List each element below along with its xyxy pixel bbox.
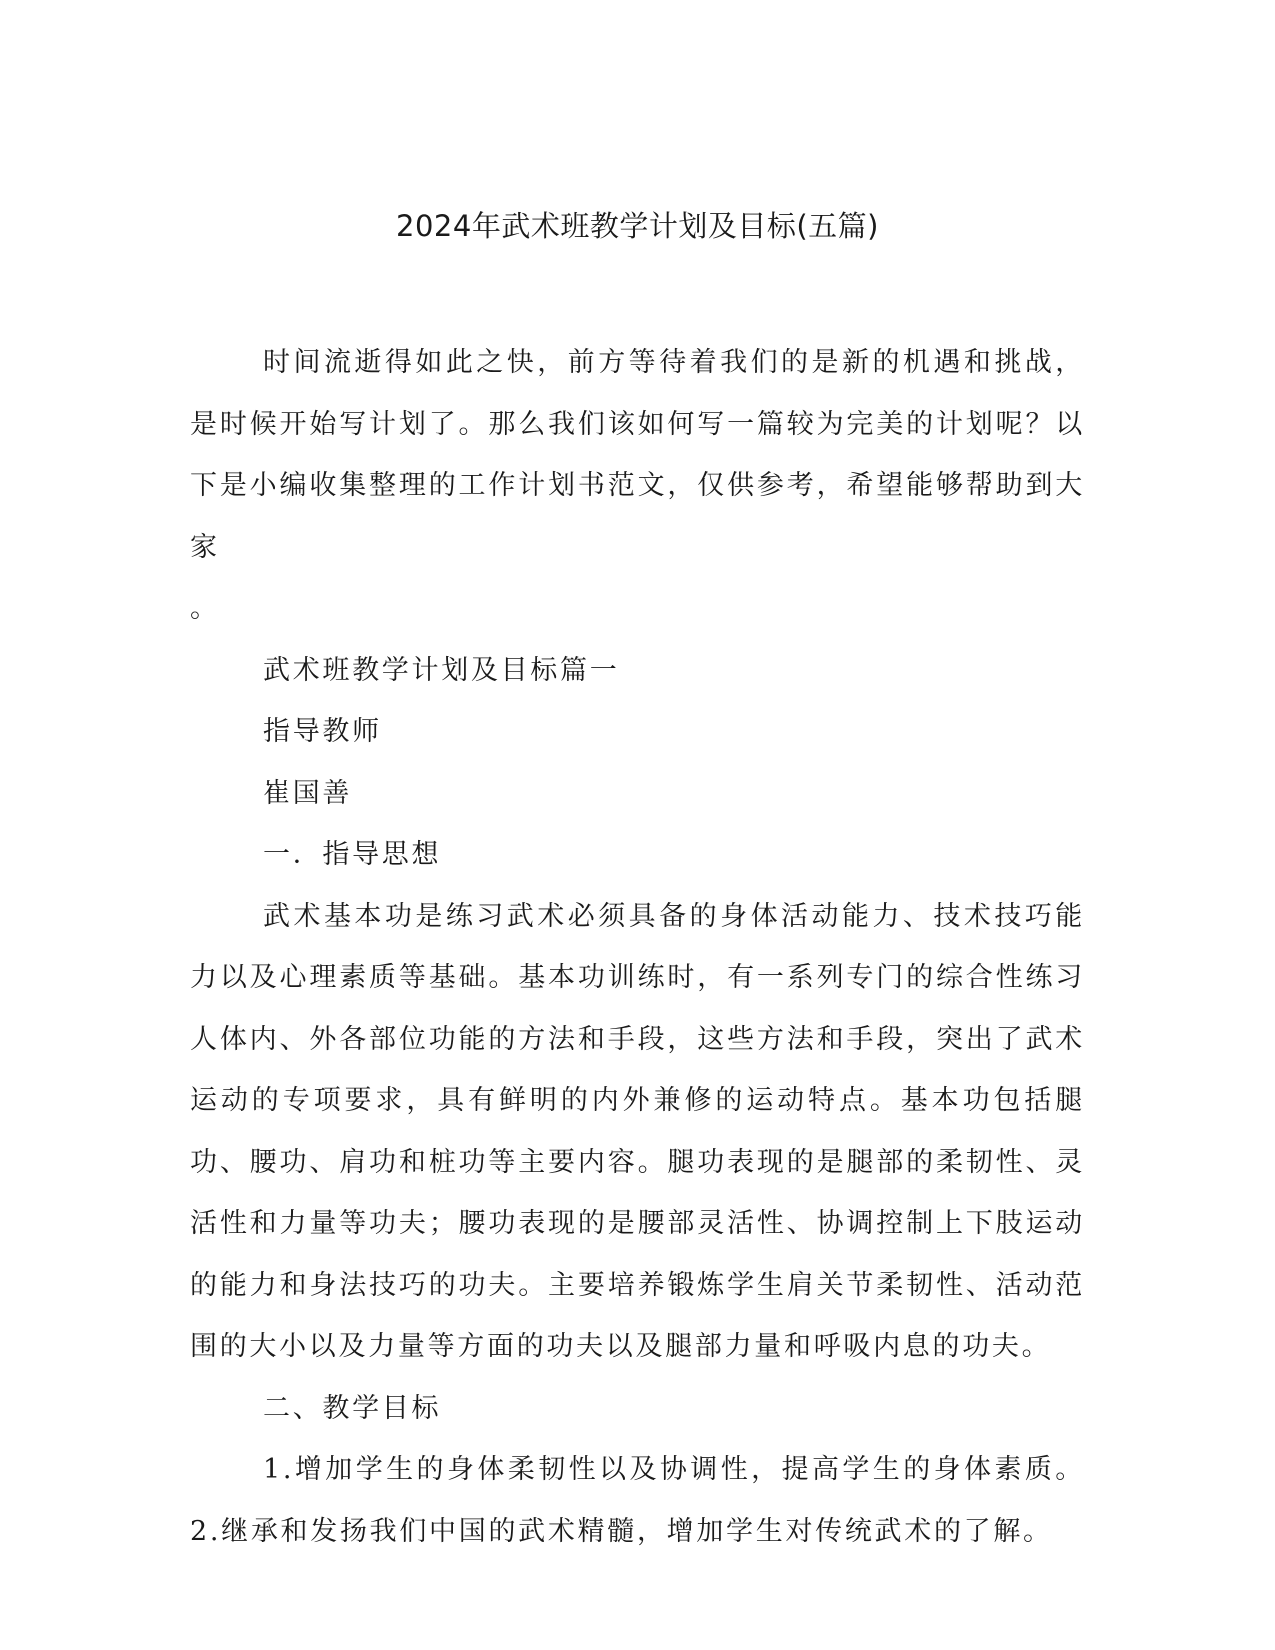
instructor-label: 指导教师 (263, 716, 382, 747)
heading-teaching-goals: 二、教学目标 (263, 1392, 442, 1424)
guiding-ideology-paragraph: 武术基本功是练习武术必须具备的身体活动能力、技术技巧能力以及心理素质等基础。基本功训练时，有一系列专门的综合性练习人体内、外各部位功能的方法和手段，这些方法和手段，突出了武术运动的专项要求，具有鲜明的内外兼修的运动特点。基本功包括腿功、腰功、肩功和桩功等主要内容。腿功表现的是腿部的柔韧性、灵活性和力量等功夫；腰功表现的是腰部灵活性、协调控制上下肢运动的能力和身法技巧的功夫。主要培养锻炼学生肩关节柔韧性、活动范围的大小以及力量等方面的功夫以及腿部力量和呼吸内息的功夫。 (190, 900, 1085, 1362)
intro-paragraph-end: 。 (190, 593, 220, 624)
heading-guiding-ideology: 一．指导思想 (263, 839, 442, 870)
section-heading-part-one: 武术班教学计划及目标篇一 (263, 654, 620, 686)
document-title: 2024年武术班教学计划及目标(五篇) (396, 209, 879, 243)
intro-paragraph: 时间流逝得如此之快，前方等待着我们的是新的机遇和挑战，是时候开始写计划了。那么我们该如何写一篇较为完美的计划呢？以下是小编收集整理的工作计划书范文，仅供参考，希望能够帮助到大家 (190, 347, 1085, 563)
instructor-name: 崔国善 (263, 777, 353, 809)
document-body (190, 332, 1085, 1562)
teaching-goals-paragraph: 1.增加学生的身体柔韧性以及协调性，提高学生的身体素质。2.继承和发扬我们中国的武术精髓，增加学生对传统武术的了解。 (190, 1454, 1085, 1547)
